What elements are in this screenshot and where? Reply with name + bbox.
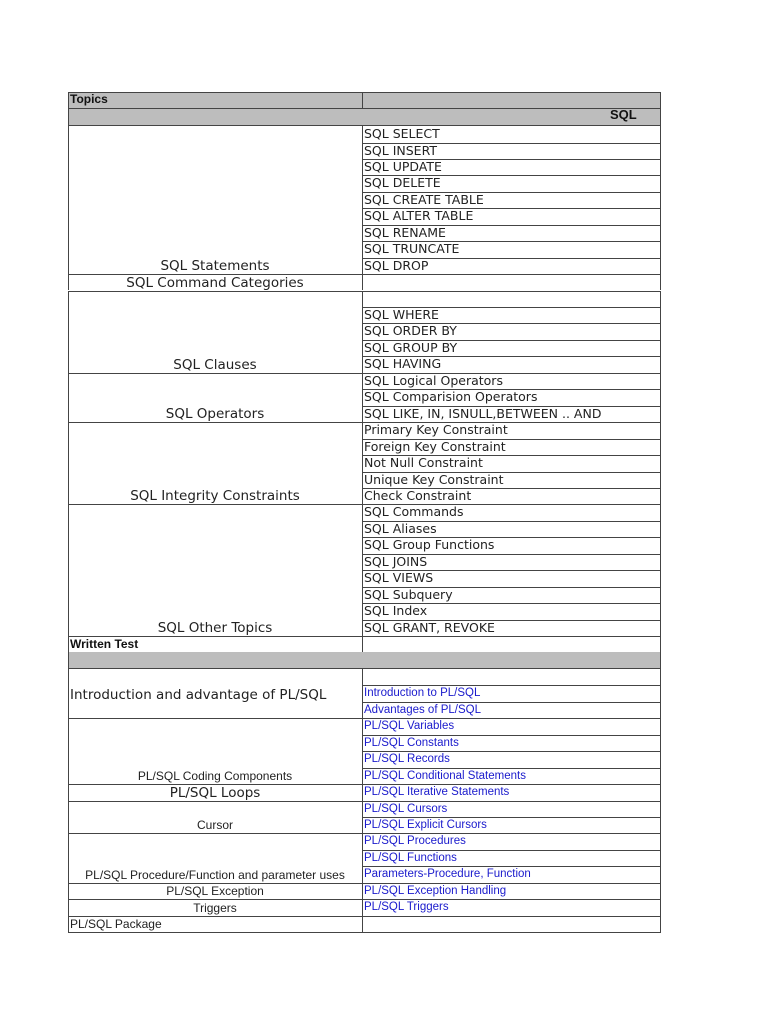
topic-item: SQL DELETE bbox=[364, 175, 441, 191]
topic-item: SQL CREATE TABLE bbox=[364, 191, 484, 207]
topic-item: SQL LIKE, IN, ISNULL,BETWEEN .. AND bbox=[364, 405, 602, 421]
topic-item: PL/SQL Procedures bbox=[364, 835, 466, 848]
topic-item: SQL Commands bbox=[364, 504, 464, 520]
section-divider bbox=[362, 669, 363, 718]
topic-item: SQL ORDER BY bbox=[364, 323, 457, 339]
topic-item: SQL Subquery bbox=[364, 586, 453, 602]
topic-item: PL/SQL Cursors bbox=[364, 802, 448, 815]
topic-item: SQL WHERE bbox=[364, 306, 439, 322]
header-row bbox=[68, 92, 661, 109]
topic-name: SQL Operators bbox=[165, 406, 265, 423]
topic-item: PL/SQL Triggers bbox=[364, 901, 449, 914]
sql-band bbox=[68, 109, 661, 126]
topic-item: SQL Comparision Operators bbox=[364, 389, 538, 405]
topic-item: SQL SELECT bbox=[364, 126, 440, 141]
section-divider bbox=[362, 126, 363, 274]
section-divider bbox=[362, 274, 363, 290]
section-divider bbox=[362, 916, 363, 932]
topic-item: SQL DROP bbox=[364, 257, 429, 273]
topic-item: SQL Logical Operators bbox=[364, 372, 503, 388]
topic-item: Introduction to PL/SQL bbox=[364, 687, 481, 700]
topic-item: PL/SQL Explicit Cursors bbox=[364, 818, 487, 831]
section-divider bbox=[362, 373, 363, 422]
topic-item: Primary Key Constraint bbox=[364, 422, 508, 438]
topic-item: SQL ALTER TABLE bbox=[364, 208, 474, 224]
topic-item: PL/SQL Records bbox=[364, 753, 450, 766]
sql-band-label: SQL bbox=[610, 107, 637, 122]
section-divider bbox=[362, 422, 363, 504]
topic-name: PL/SQL Package bbox=[70, 917, 162, 932]
topic-item: Parameters-Procedure, Function bbox=[364, 868, 531, 881]
topic-item: SQL RENAME bbox=[364, 224, 446, 240]
section-divider bbox=[362, 899, 363, 915]
topic-name: Cursor bbox=[196, 818, 233, 833]
topic-name: PL/SQL Exception bbox=[166, 884, 264, 899]
topic-name: PL/SQL Loops bbox=[169, 784, 261, 801]
header-divider bbox=[362, 92, 363, 109]
topic-item: SQL TRUNCATE bbox=[364, 241, 460, 257]
topic-item: PL/SQL Iterative Statements bbox=[364, 786, 510, 798]
topic-item: SQL INSERT bbox=[364, 142, 437, 158]
topic-item: PL/SQL Conditional Statements bbox=[364, 769, 526, 782]
topic-item: PL/SQL Exception Handling bbox=[364, 884, 507, 897]
topic-item: SQL Aliases bbox=[364, 520, 437, 536]
topic-item: SQL GRANT, REVOKE bbox=[364, 619, 495, 635]
topic-name: PL/SQL Procedure/Function and parameter uses bbox=[85, 867, 345, 882]
topic-name: SQL Clauses bbox=[173, 356, 257, 373]
topic-name: SQL Statements bbox=[160, 258, 270, 274]
topic-item: PL/SQL Functions bbox=[364, 851, 457, 864]
section-divider bbox=[362, 833, 363, 882]
topic-item: SQL JOINS bbox=[364, 553, 428, 569]
topic-name: Introduction and advantage of PL/SQL bbox=[70, 686, 327, 703]
topic-item: SQL HAVING bbox=[364, 356, 442, 372]
written-test-row bbox=[68, 636, 661, 652]
topic-item: SQL GROUP BY bbox=[364, 339, 458, 355]
topic-name: PL/SQL Coding Components bbox=[137, 769, 293, 783]
topic-item: SQL Index bbox=[364, 603, 428, 618]
topic-item: SQL VIEWS bbox=[364, 570, 434, 586]
written-divider bbox=[362, 636, 363, 652]
topic-name: SQL Other Topics bbox=[157, 620, 273, 636]
header-topics: Topics bbox=[70, 92, 108, 106]
topic-item: Advantages of PL/SQL bbox=[364, 703, 481, 716]
section-bottom-line bbox=[68, 932, 661, 933]
topic-name: SQL Command Categories bbox=[126, 274, 304, 291]
topic-item: Not Null Constraint bbox=[364, 455, 483, 470]
topic-item: SQL Group Functions bbox=[364, 537, 495, 553]
written-test-label: Written Test bbox=[70, 637, 139, 651]
section-divider bbox=[362, 883, 363, 899]
topic-item: PL/SQL Variables bbox=[364, 720, 455, 733]
section-divider bbox=[362, 784, 363, 800]
plsql-band bbox=[68, 652, 661, 668]
topic-item: SQL UPDATE bbox=[364, 158, 442, 174]
topic-item: Unique Key Constraint bbox=[364, 471, 504, 487]
topic-name: Triggers bbox=[193, 900, 237, 915]
topic-item: Foreign Key Constraint bbox=[364, 438, 506, 454]
topic-name: SQL Integrity Constraints bbox=[130, 488, 300, 505]
section-divider bbox=[362, 291, 363, 373]
topic-item: Check Constraint bbox=[364, 487, 472, 503]
topic-item: PL/SQL Constants bbox=[364, 736, 459, 749]
